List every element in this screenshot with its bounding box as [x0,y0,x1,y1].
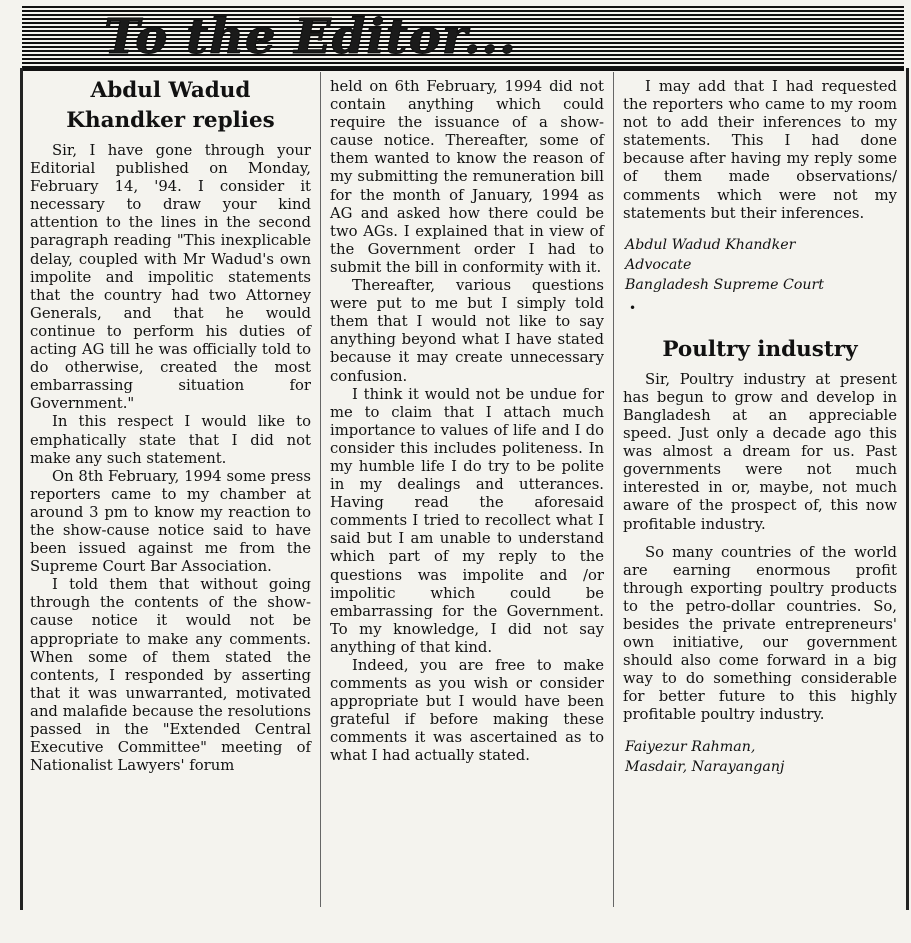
section-banner [22,6,904,71]
letter1-paragraph: I think it would not be undue for me to claim that I attach much importance to values of life and I do consider this includes politeness. In my humble life I do try to be polite in my dealings and utterances. Having read the aforesaid comments I tried to recollect what I said but I am unable to understand which part of my reply to the questions was impolite and /or impolitic which could be embarrassing for the Government. To my knowledge, I did not say anything of that kind. [330,385,604,656]
signature-title: Advocate [625,256,692,273]
letter1-paragraph: Indeed, you are free to make comments as you wish or consider appropriate but I would have been grateful if before making these comments it was ascertained as to what I had actually stated. [330,657,604,765]
letter1-headline: Abdul Wadud Khandker replies [66,78,275,133]
left-border-rule [20,68,23,910]
column-divider-1 [320,72,321,907]
letter2-headline: Poultry industry [662,336,858,362]
column-1 [30,76,311,775]
letter1-paragraph: In this respect I would like to emphatically state that I did not make any such statement. [30,413,311,467]
signature-name: Abdul Wadud Khandker [625,236,796,253]
letter1-closing-paragraph: I may add that I had requested the reporters who came to my room not to add their inferences to my statements. This I had done because after having my reply some of them made observations/ comments which were not my statements but their inferences. [623,78,897,222]
letter2-paragraph: Sir, Poultry industry at present has begun to grow and develop in Bangladesh at an appreciable speed. Just only a decade ago this was almost a dream for us. Past governments were not much interested in or, maybe, not much aware of the prospect of, this now profitable industry. [623,370,897,533]
letter1-signature [623,235,897,295]
signature-name: Faiyezur Rahman, [625,738,756,755]
letter1-paragraph: Thereafter, various questions were put to me but I simply told them that I would not like to say anything beyond what I have stated because it may create unnecessary confusion. [330,277,604,385]
letter2-paragraph: So many countries of the world are earning enormous profit through exporting poultry products to the petro-dollar countries. So, besides the private entrepreneurs' own initiative, our government should also come forward in a big way to do something considerable for better future to this highly profitable poultry industry. [623,543,897,724]
letter2-signature [623,737,897,777]
column-2 [330,78,604,766]
signature-place: Masdair, Narayanganj [625,758,785,775]
column-divider-2 [613,72,614,907]
right-border-rule [906,68,909,910]
letter1-paragraph: Sir, I have gone through your Editorial published on Monday, February 14, '94. I consider it necessary to draw your kind attention to the lines in the second paragraph reading "This inexplicable delay, coupled with Mr Wadud's own impolite and impolitic statements that the country had two Attorney Generals, and that he would continue to perform his duties of acting AG till he was officially told to do otherwise, created the most embarrassing situation for Government." [30,142,311,413]
banner-title: To the Editor... [104,9,517,65]
letter1-paragraph: I told them that without going through the contents of the show-cause notice it would not be appropriate to make any comments. When some of them stated the contents, I responded by asserting that it was unwarranted, motivated and malafide because the resolutions passed in the "Extended Central Executive Committee" meeting of Nationalist Lawyers' forum [30,576,311,775]
letter1-paragraph: On 8th February, 1994 some press reporters came to my chamber at around 3 pm to know my reaction to the show-cause notice said to have been issued against me from the Supreme Court Bar Association. [30,467,311,576]
letter1-continuation: held on 6th February, 1994 did not contain anything which could require the issuance of a show-cause notice. Thereafter, some of them wanted to know the reason of my submitting the remuneration bill for the month of January, 1994 as AG and asked how there could be two AGs. I explained that in view of the Government order I had to submit the bill in conformity with it. [330,78,604,276]
signature-org: Bangladesh Supreme Court [625,276,824,293]
stray-dot: • [629,300,637,315]
column-3 [623,78,897,777]
